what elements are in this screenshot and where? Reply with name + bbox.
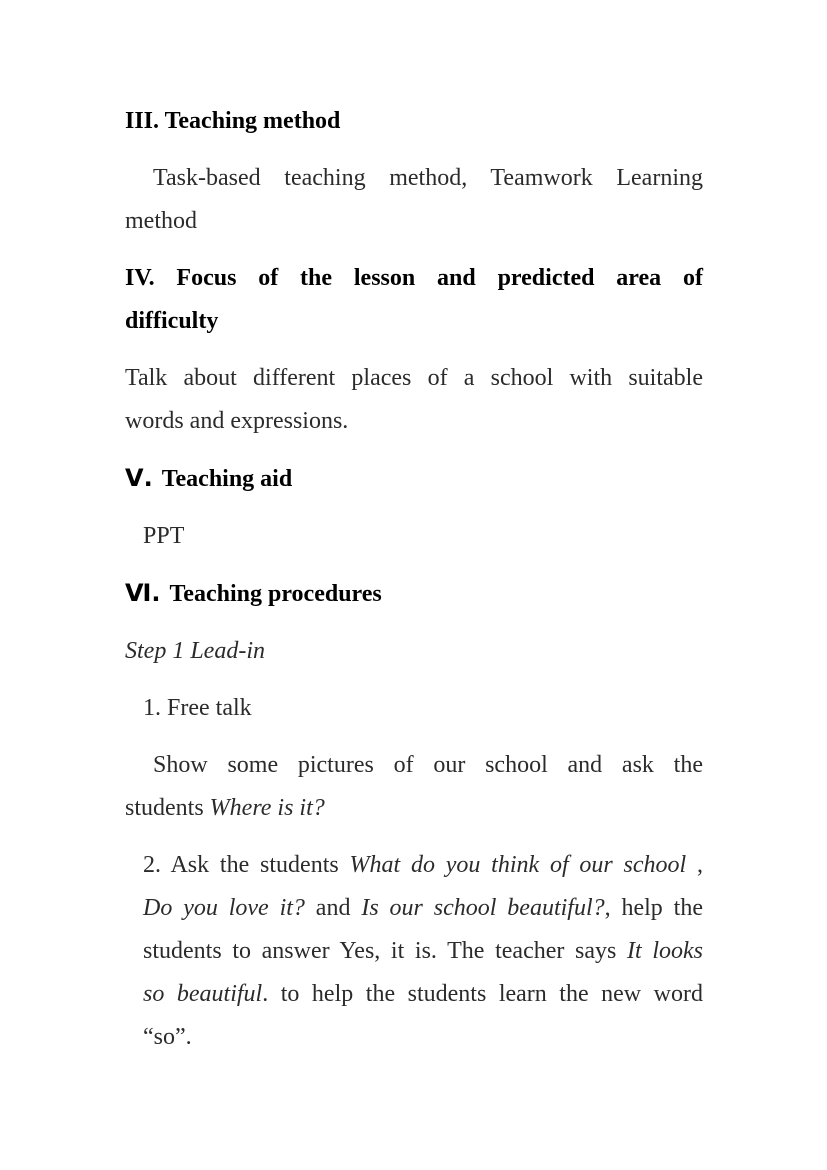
section-heading-procedures bbox=[125, 572, 703, 616]
heading-label: Teaching aid bbox=[161, 466, 293, 492]
text-line: Talk about different places of a school with suitable bbox=[125, 365, 703, 391]
text-line: PPT bbox=[143, 523, 185, 549]
text-line bbox=[143, 887, 703, 930]
roman-numeral: Ⅴ. bbox=[125, 464, 153, 492]
text-segment: students bbox=[125, 795, 210, 821]
text-segment: students to answer Yes, it is. The teacher says bbox=[143, 938, 628, 964]
section-heading-teaching-method bbox=[125, 100, 703, 143]
text-line: 1. Free talk bbox=[143, 695, 252, 721]
text-line: Show some pictures of our school and ask the bbox=[153, 752, 703, 778]
text-line bbox=[125, 787, 703, 830]
roman-numeral: Ⅵ. bbox=[125, 579, 161, 607]
paragraph-ask-students bbox=[143, 844, 703, 1059]
italic-segment: so beautiful bbox=[143, 981, 263, 1007]
text-line: method bbox=[125, 208, 197, 234]
italic-segment: Do you love it? bbox=[143, 895, 305, 921]
list-item-free-talk bbox=[125, 687, 703, 730]
text-line bbox=[143, 844, 703, 887]
text-line: “so”. bbox=[143, 1024, 192, 1050]
text-line bbox=[143, 930, 703, 973]
text-segment: and bbox=[304, 895, 362, 921]
section-heading-teaching-aid bbox=[125, 457, 703, 501]
text-line: Step 1 Lead-in bbox=[125, 638, 265, 664]
italic-segment: What do you think of our school bbox=[349, 852, 687, 878]
text-line: Task-based teaching method, Teamwork Learning bbox=[153, 165, 703, 191]
text-segment: . to help the students learn the new word bbox=[262, 981, 703, 1007]
heading-label: Teaching procedures bbox=[169, 581, 382, 607]
paragraph-teaching-method bbox=[125, 157, 703, 243]
heading-text bbox=[125, 572, 703, 616]
text-segment: , help the bbox=[604, 895, 703, 921]
text-line: words and expressions. bbox=[125, 408, 349, 434]
paragraph-focus bbox=[125, 357, 703, 443]
heading-text: III. Teaching method bbox=[125, 108, 341, 134]
italic-segment: It looks bbox=[627, 938, 703, 964]
section-heading-focus bbox=[125, 257, 703, 343]
heading-text: difficulty bbox=[125, 308, 219, 334]
step-heading bbox=[125, 630, 703, 673]
paragraph-show-pictures bbox=[125, 744, 703, 830]
paragraph-teaching-aid bbox=[125, 515, 703, 558]
text-segment: , bbox=[686, 852, 704, 878]
heading-text bbox=[125, 457, 703, 501]
italic-segment: Where is it? bbox=[209, 795, 325, 821]
text-segment: 2. Ask the students bbox=[143, 852, 350, 878]
italic-segment: Is our school beautiful? bbox=[361, 895, 605, 921]
text-line bbox=[143, 973, 703, 1016]
heading-text: IV. Focus of the lesson and predicted area of bbox=[125, 265, 703, 291]
